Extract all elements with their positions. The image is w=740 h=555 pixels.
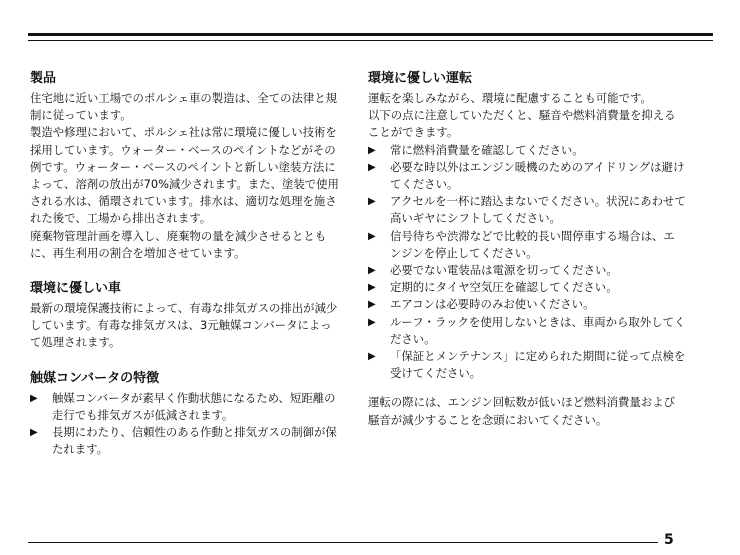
arrow-right-icon: ▶ — [368, 230, 376, 242]
bottom-rule — [28, 542, 658, 543]
paragraph: 以下の点に注意していただくと、騒音や燃料消費量を抑えることができます。 — [368, 108, 676, 140]
list-item-text: 「保証とメンテナンス」に定められた期間に従って点検を受けてください。 — [390, 349, 686, 381]
paragraph: 住宅地に近い工場でのポルシェ車の製造は、全ての法律と規制に従っています。 — [30, 91, 338, 123]
list-item-text: 必要でない電装品は電源を切ってください。 — [390, 263, 618, 278]
page-number: 5 — [664, 532, 674, 548]
list-item-text: アクセルを一杯に踏込まないでください。状況にあわせて高いギヤにシフトしてください。 — [390, 194, 686, 226]
list-item-text: 触媒コンバータが素早く作動状態になるため、短距離の走行でも排気ガスが低減されます。 — [52, 390, 336, 422]
list-item — [368, 262, 686, 279]
paragraph: 製造や修理において、ポルシェ社は常に環境に優しい技術を採用しています。ウォーター・ベースのペイントなどがその例です。ウォーター・ベースのペイントと新しい塗装方法によって、溶剤の放出が70%減少されます。また、塗装で使用される水は、循環されています。排水は、適切な処理を施された後で、工場から排出されます。 — [30, 125, 339, 226]
section-title-products: 製品 — [30, 71, 57, 86]
arrow-right-icon: ▶ — [368, 299, 376, 311]
section-title-catalytic-converter: 触媒コンバータの特徴 — [30, 370, 160, 386]
list-item-text: 常に燃料消費量を確認してください。 — [390, 142, 584, 157]
left-column — [30, 70, 340, 458]
paragraph: 運転を楽しみながら、環境に配慮することも可能です。 — [368, 91, 652, 105]
list-item — [368, 296, 686, 313]
closing-paragraph: 運転の際には、エンジン回転数が低いほど燃料消費量および騒音が減少することを念頭においてください。 — [368, 395, 675, 427]
arrow-right-icon: ▶ — [368, 161, 376, 173]
arrow-right-icon: ▶ — [368, 265, 376, 277]
arrow-right-icon: ▶ — [368, 282, 376, 294]
list-item — [368, 142, 686, 159]
list-item-text: ルーフ・ラックを使用しないときは、車両から取外してください。 — [390, 314, 686, 346]
arrow-right-icon: ▶ — [368, 316, 376, 328]
list-item — [368, 159, 686, 193]
list-item-text: エアコンは必要時のみお使いください。 — [390, 297, 595, 312]
list-item-text: 長期にわたり、信頼性のある作動と排気ガスの制御が保たれます。 — [52, 425, 337, 457]
right-column — [368, 70, 686, 429]
arrow-right-icon: ▶ — [30, 392, 38, 404]
section-title-eco-car: 環境に優しい車 — [30, 281, 122, 297]
list-item — [368, 228, 686, 262]
section-title-eco-driving: 環境に優しい運転 — [368, 71, 473, 86]
paragraph: 廃棄物管理計画を導入し、廃棄物の量を減少させるとともに、再生利用の割合を増加させています。 — [30, 228, 327, 260]
list-item — [368, 193, 686, 227]
arrow-right-icon: ▶ — [368, 351, 376, 363]
arrow-right-icon: ▶ — [368, 196, 376, 208]
top-rule — [28, 33, 713, 41]
list-item-text: 必要な時以外はエンジン暖機のためのアイドリングは避けてください。 — [390, 159, 685, 192]
list-item-text: 信号待ちや渋滞などで比較的長い間停車する場合は、エンジンを停止してください。 — [390, 228, 675, 260]
list-item — [30, 390, 340, 424]
arrow-right-icon: ▶ — [368, 144, 376, 156]
bullet-list — [30, 390, 340, 459]
bullet-list — [368, 142, 686, 383]
paragraph: 最新の環境保護技術によって、有毒な排気ガスの排出が減少しています。有毒な排気ガスは、3元触媒コンバータによって処理されます。 — [30, 301, 338, 350]
list-item-text: 定期的にタイヤ空気圧を確認してください。 — [390, 280, 618, 295]
arrow-right-icon: ▶ — [30, 427, 38, 439]
list-item — [368, 348, 686, 382]
list-item — [368, 314, 686, 348]
list-item — [30, 424, 340, 458]
list-item — [368, 279, 686, 296]
